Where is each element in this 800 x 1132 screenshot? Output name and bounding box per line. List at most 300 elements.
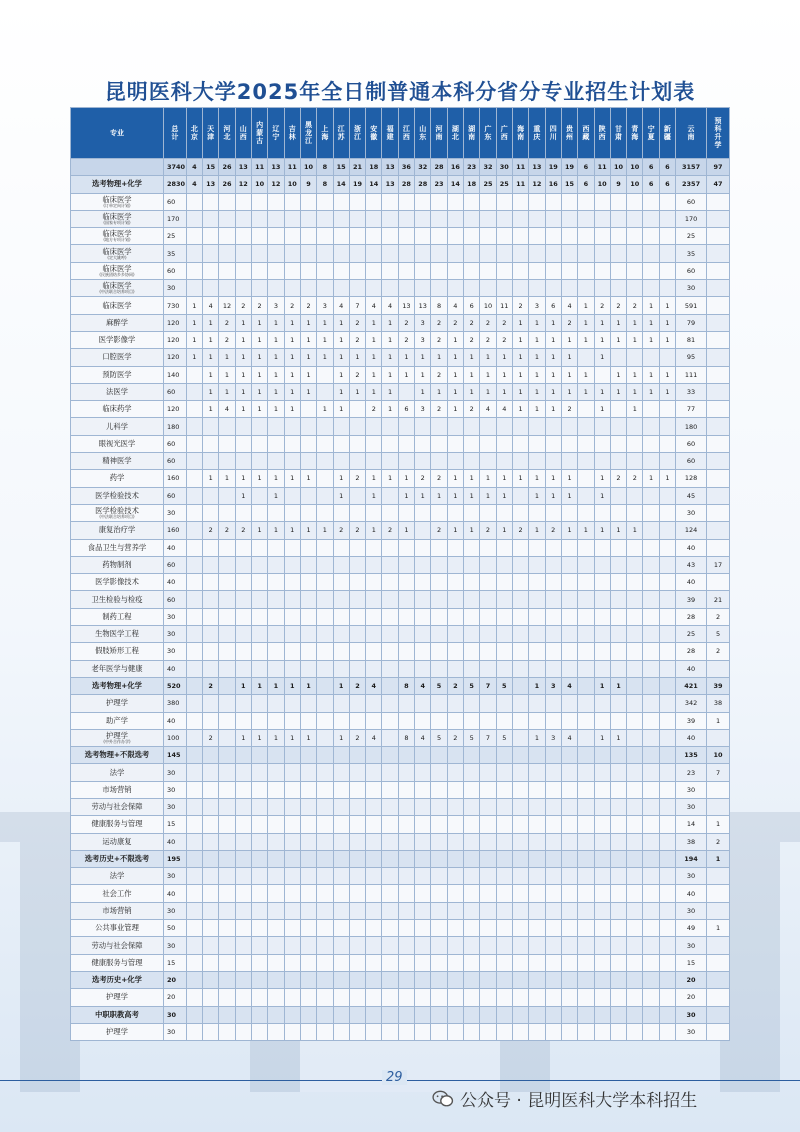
quota-cell: 30 — [676, 902, 707, 919]
quota-cell — [219, 764, 235, 781]
quota-cell: 1 — [203, 349, 219, 366]
quota-cell — [529, 937, 545, 954]
quota-cell: 1 — [284, 401, 300, 418]
quota-cell — [203, 591, 219, 608]
quota-cell — [251, 193, 267, 210]
quota-cell — [186, 228, 202, 245]
quota-cell: 16 — [447, 159, 463, 176]
quota-cell — [545, 504, 561, 521]
quota-cell — [300, 193, 316, 210]
quota-cell — [431, 228, 447, 245]
quota-cell: 8 — [398, 729, 414, 746]
quota-cell — [284, 591, 300, 608]
major-name: 健康服务与管理 — [91, 819, 143, 829]
major-name-cell — [71, 764, 164, 781]
quota-cell — [545, 695, 561, 712]
quota-cell — [627, 574, 643, 591]
quota-cell — [578, 418, 594, 435]
quota-cell: 1 — [447, 331, 463, 348]
quota-cell — [447, 868, 463, 885]
quota-cell: 1 — [366, 487, 382, 504]
quota-cell — [561, 539, 577, 556]
quota-cell — [578, 971, 594, 988]
quota-cell — [464, 643, 480, 660]
quota-cell: 1 — [203, 314, 219, 331]
table-row — [71, 228, 730, 245]
quota-cell — [415, 833, 431, 850]
quota-cell — [659, 193, 675, 210]
quota-cell: 2 — [333, 522, 349, 539]
quota-cell — [203, 539, 219, 556]
quota-cell — [610, 453, 626, 470]
quota-cell: 1 — [578, 522, 594, 539]
quota-cell — [447, 902, 463, 919]
quota-cell — [284, 781, 300, 798]
quota-cell — [561, 660, 577, 677]
quota-cell: 25 — [676, 228, 707, 245]
quota-cell: 2 — [203, 729, 219, 746]
quota-cell: 1 — [235, 487, 251, 504]
quota-cell — [349, 435, 365, 452]
quota-cell — [349, 210, 365, 227]
major-name-cell — [71, 349, 164, 366]
quota-cell — [578, 262, 594, 279]
quota-cell — [464, 539, 480, 556]
quota-cell: 2 — [610, 470, 626, 487]
quota-cell — [268, 816, 284, 833]
quota-cell — [382, 885, 398, 902]
quota-cell — [496, 262, 512, 279]
quota-cell — [545, 1023, 561, 1040]
quota-cell: 1 — [251, 383, 267, 400]
quota-cell: 194 — [676, 850, 707, 867]
quota-cell — [578, 833, 594, 850]
quota-cell: 3157 — [676, 159, 707, 176]
quota-cell — [480, 591, 496, 608]
quota-cell — [317, 868, 333, 885]
quota-cell — [578, 850, 594, 867]
quota-cell — [594, 626, 610, 643]
quota-cell: 120 — [163, 349, 186, 366]
quota-cell — [398, 1006, 414, 1023]
quota-cell — [317, 453, 333, 470]
quota-cell — [594, 1006, 610, 1023]
quota-cell — [480, 781, 496, 798]
quota-cell — [415, 695, 431, 712]
major-name-cell — [71, 729, 164, 746]
quota-cell: 4 — [333, 297, 349, 314]
quota-cell — [627, 885, 643, 902]
quota-cell: 13 — [382, 159, 398, 176]
quota-cell — [627, 747, 643, 764]
quota-cell — [643, 349, 659, 366]
quota-cell — [268, 902, 284, 919]
quota-cell: 1 — [464, 349, 480, 366]
quota-cell: 120 — [163, 314, 186, 331]
quota-cell: 30 — [163, 626, 186, 643]
quota-cell: 1 — [464, 383, 480, 400]
quota-cell — [251, 539, 267, 556]
quota-cell — [627, 349, 643, 366]
quota-cell — [186, 245, 202, 262]
quota-cell — [300, 539, 316, 556]
quota-cell — [659, 453, 675, 470]
quota-cell — [349, 798, 365, 815]
quota-cell — [398, 885, 414, 902]
quota-cell: 2 — [415, 470, 431, 487]
quota-cell — [300, 418, 316, 435]
quota-cell — [480, 920, 496, 937]
quota-cell: 60 — [676, 435, 707, 452]
quota-cell — [496, 435, 512, 452]
quota-cell — [317, 280, 333, 297]
quota-cell — [610, 435, 626, 452]
quota-cell — [235, 1006, 251, 1023]
quota-cell: 30 — [163, 608, 186, 625]
quota-cell — [594, 868, 610, 885]
quota-cell — [284, 643, 300, 660]
quota-cell: 25 — [163, 228, 186, 245]
quota-cell — [447, 262, 463, 279]
major-name: 临床医学 — [102, 263, 132, 273]
quota-cell — [707, 435, 730, 452]
quota-cell — [707, 971, 730, 988]
quota-cell: 1 — [398, 470, 414, 487]
quota-cell: 730 — [163, 297, 186, 314]
quota-cell — [333, 262, 349, 279]
quota-cell — [203, 245, 219, 262]
quota-cell: 3 — [545, 677, 561, 694]
quota-cell — [300, 401, 316, 418]
quota-cell — [398, 418, 414, 435]
quota-cell: 1 — [219, 383, 235, 400]
quota-cell: 1 — [480, 487, 496, 504]
quota-cell: 4 — [382, 297, 398, 314]
quota-cell — [366, 937, 382, 954]
quota-cell: 1 — [561, 383, 577, 400]
quota-cell — [317, 798, 333, 815]
quota-cell — [398, 816, 414, 833]
quota-cell — [480, 262, 496, 279]
quota-cell — [512, 747, 528, 764]
quota-cell — [578, 747, 594, 764]
major-name: 健康服务与管理 — [91, 957, 143, 967]
quota-cell — [643, 868, 659, 885]
quota-cell: 1 — [643, 314, 659, 331]
quota-cell — [251, 781, 267, 798]
table-row — [71, 816, 730, 833]
table-row — [71, 470, 730, 487]
quota-cell — [610, 971, 626, 988]
quota-cell: 1 — [203, 401, 219, 418]
quota-cell: 1 — [464, 487, 480, 504]
quota-cell — [382, 210, 398, 227]
quota-cell: 4 — [366, 677, 382, 694]
quota-cell: 1 — [561, 487, 577, 504]
quota-cell — [203, 989, 219, 1006]
quota-cell — [643, 210, 659, 227]
quota-cell: 1 — [333, 349, 349, 366]
quota-cell — [496, 643, 512, 660]
table-row — [71, 712, 730, 729]
quota-cell — [561, 798, 577, 815]
enrollment-plan-table-container — [70, 107, 730, 1041]
quota-cell: 1 — [529, 331, 545, 348]
quota-cell: 16 — [545, 176, 561, 193]
quota-cell — [219, 989, 235, 1006]
quota-cell — [382, 989, 398, 1006]
quota-cell — [235, 937, 251, 954]
quota-cell: 25 — [480, 176, 496, 193]
quota-cell — [366, 1023, 382, 1040]
quota-cell — [415, 868, 431, 885]
quota-cell — [268, 435, 284, 452]
quota-cell: 1 — [333, 331, 349, 348]
quota-cell: 4 — [186, 176, 202, 193]
quota-cell — [300, 504, 316, 521]
quota-cell: 128 — [676, 470, 707, 487]
quota-cell — [219, 418, 235, 435]
quota-cell — [251, 920, 267, 937]
major-name: 临床医学 — [102, 194, 132, 204]
quota-cell — [707, 280, 730, 297]
quota-cell: 2 — [349, 331, 365, 348]
column-header-1: 总计 — [163, 108, 186, 159]
quota-cell — [578, 504, 594, 521]
quota-cell: 21 — [707, 591, 730, 608]
quota-cell: 1 — [610, 331, 626, 348]
quota-cell — [529, 453, 545, 470]
quota-cell — [382, 729, 398, 746]
quota-cell: 4 — [203, 297, 219, 314]
quota-cell — [610, 695, 626, 712]
quota-cell — [284, 487, 300, 504]
quota-cell — [447, 954, 463, 971]
quota-cell — [415, 522, 431, 539]
major-name-cell — [71, 1023, 164, 1040]
quota-cell — [464, 280, 480, 297]
quota-cell — [512, 920, 528, 937]
quota-cell — [235, 245, 251, 262]
subject-group-row — [71, 850, 730, 867]
major-name: 麻醉学 — [106, 317, 128, 327]
quota-cell — [480, 868, 496, 885]
quota-cell — [464, 850, 480, 867]
quota-cell — [545, 280, 561, 297]
quota-cell — [415, 539, 431, 556]
quota-cell — [284, 280, 300, 297]
quota-cell — [317, 677, 333, 694]
column-header-18: 湖北 — [447, 108, 463, 159]
quota-cell — [447, 989, 463, 1006]
quota-cell: 195 — [163, 850, 186, 867]
quota-cell — [627, 764, 643, 781]
quota-cell — [643, 660, 659, 677]
quota-cell — [447, 1006, 463, 1023]
quota-cell — [529, 210, 545, 227]
quota-cell — [203, 210, 219, 227]
quota-cell: 36 — [398, 159, 414, 176]
quota-cell — [529, 989, 545, 1006]
quota-cell — [382, 971, 398, 988]
quota-cell — [300, 902, 316, 919]
quota-cell — [480, 1023, 496, 1040]
quota-cell — [284, 868, 300, 885]
quota-cell — [251, 643, 267, 660]
quota-cell — [545, 210, 561, 227]
quota-cell: 380 — [163, 695, 186, 712]
quota-cell: 19 — [545, 159, 561, 176]
quota-cell — [447, 764, 463, 781]
column-header-12: 浙江 — [349, 108, 365, 159]
quota-cell — [268, 971, 284, 988]
major-note: (地方专项计划) — [103, 237, 131, 243]
quota-cell — [398, 954, 414, 971]
quota-cell — [203, 1006, 219, 1023]
quota-cell — [496, 781, 512, 798]
quota-cell — [659, 262, 675, 279]
quota-cell — [431, 643, 447, 660]
quota-cell — [529, 608, 545, 625]
quota-cell — [627, 591, 643, 608]
quota-cell — [415, 747, 431, 764]
quota-cell — [415, 989, 431, 1006]
quota-cell — [235, 643, 251, 660]
table-row — [71, 453, 730, 470]
quota-cell — [219, 228, 235, 245]
quota-cell: 1 — [235, 470, 251, 487]
major-name-cell — [71, 470, 164, 487]
page-title: 昆明医科大学2025年全日制普通本科分省分专业招生计划表 — [104, 80, 696, 104]
quota-cell: 1 — [545, 487, 561, 504]
major-name-cell — [71, 695, 164, 712]
quota-cell: 10 — [480, 297, 496, 314]
quota-cell — [382, 954, 398, 971]
quota-cell — [317, 1006, 333, 1023]
quota-cell: 15 — [163, 954, 186, 971]
quota-cell — [529, 695, 545, 712]
quota-cell — [219, 712, 235, 729]
column-header-31: 新疆 — [659, 108, 675, 159]
quota-cell — [382, 556, 398, 573]
quota-cell — [707, 401, 730, 418]
quota-cell — [186, 643, 202, 660]
quota-cell: 18 — [366, 159, 382, 176]
quota-cell — [398, 245, 414, 262]
table-row — [71, 781, 730, 798]
table-row — [71, 280, 730, 297]
quota-cell — [333, 747, 349, 764]
quota-cell — [496, 228, 512, 245]
quota-cell: 1 — [333, 470, 349, 487]
major-name: 法学 — [109, 871, 125, 881]
quota-cell — [431, 504, 447, 521]
quota-cell: 39 — [707, 677, 730, 694]
quota-cell: 5 — [431, 729, 447, 746]
quota-cell — [480, 712, 496, 729]
quota-cell: 50 — [163, 920, 186, 937]
quota-cell — [643, 401, 659, 418]
quota-cell — [496, 418, 512, 435]
quota-cell — [333, 626, 349, 643]
quota-cell — [284, 816, 300, 833]
quota-cell — [398, 989, 414, 1006]
quota-cell: 21 — [349, 159, 365, 176]
quota-cell: 1 — [203, 331, 219, 348]
quota-cell — [545, 937, 561, 954]
quota-cell — [317, 937, 333, 954]
table-row — [71, 833, 730, 850]
major-name-cell — [71, 833, 164, 850]
quota-cell: 1 — [333, 677, 349, 694]
quota-cell: 1 — [610, 314, 626, 331]
quota-cell: 6 — [643, 176, 659, 193]
quota-cell — [186, 366, 202, 383]
quota-cell — [300, 210, 316, 227]
major-name-cell — [71, 453, 164, 470]
quota-cell: 1 — [529, 314, 545, 331]
major-name-cell — [71, 989, 164, 1006]
quota-cell — [300, 712, 316, 729]
quota-cell: 14 — [366, 176, 382, 193]
major-name: 精神医学 — [102, 456, 132, 466]
quota-cell — [333, 989, 349, 1006]
quota-cell: 2 — [627, 470, 643, 487]
quota-cell — [464, 764, 480, 781]
quota-cell — [317, 816, 333, 833]
quota-cell: 2 — [431, 401, 447, 418]
quota-cell — [284, 504, 300, 521]
quota-cell: 5 — [707, 626, 730, 643]
quota-cell — [578, 695, 594, 712]
table-row — [71, 556, 730, 573]
quota-cell — [545, 902, 561, 919]
quota-cell: 1 — [251, 349, 267, 366]
quota-cell — [447, 833, 463, 850]
quota-cell — [627, 504, 643, 521]
quota-cell — [643, 608, 659, 625]
quota-cell — [578, 556, 594, 573]
quota-cell — [333, 781, 349, 798]
quota-cell — [317, 1023, 333, 1040]
quota-cell — [512, 816, 528, 833]
quota-cell: 2 — [203, 522, 219, 539]
quota-cell — [464, 504, 480, 521]
quota-cell — [398, 902, 414, 919]
quota-cell — [480, 798, 496, 815]
quota-cell — [333, 764, 349, 781]
quota-cell: 100 — [163, 729, 186, 746]
quota-cell — [643, 487, 659, 504]
quota-cell — [219, 798, 235, 815]
quota-cell: 1 — [578, 383, 594, 400]
quota-cell — [561, 971, 577, 988]
quota-cell — [545, 868, 561, 885]
quota-cell — [512, 677, 528, 694]
quota-cell: 1 — [366, 522, 382, 539]
quota-cell: 1 — [300, 383, 316, 400]
quota-cell — [431, 695, 447, 712]
major-name: 儿科学 — [106, 421, 128, 431]
quota-cell — [251, 228, 267, 245]
major-name-cell — [71, 504, 164, 521]
quota-cell — [480, 902, 496, 919]
quota-cell — [251, 626, 267, 643]
quota-cell — [529, 262, 545, 279]
quota-cell — [594, 453, 610, 470]
quota-cell: 1 — [398, 349, 414, 366]
quota-cell — [529, 228, 545, 245]
